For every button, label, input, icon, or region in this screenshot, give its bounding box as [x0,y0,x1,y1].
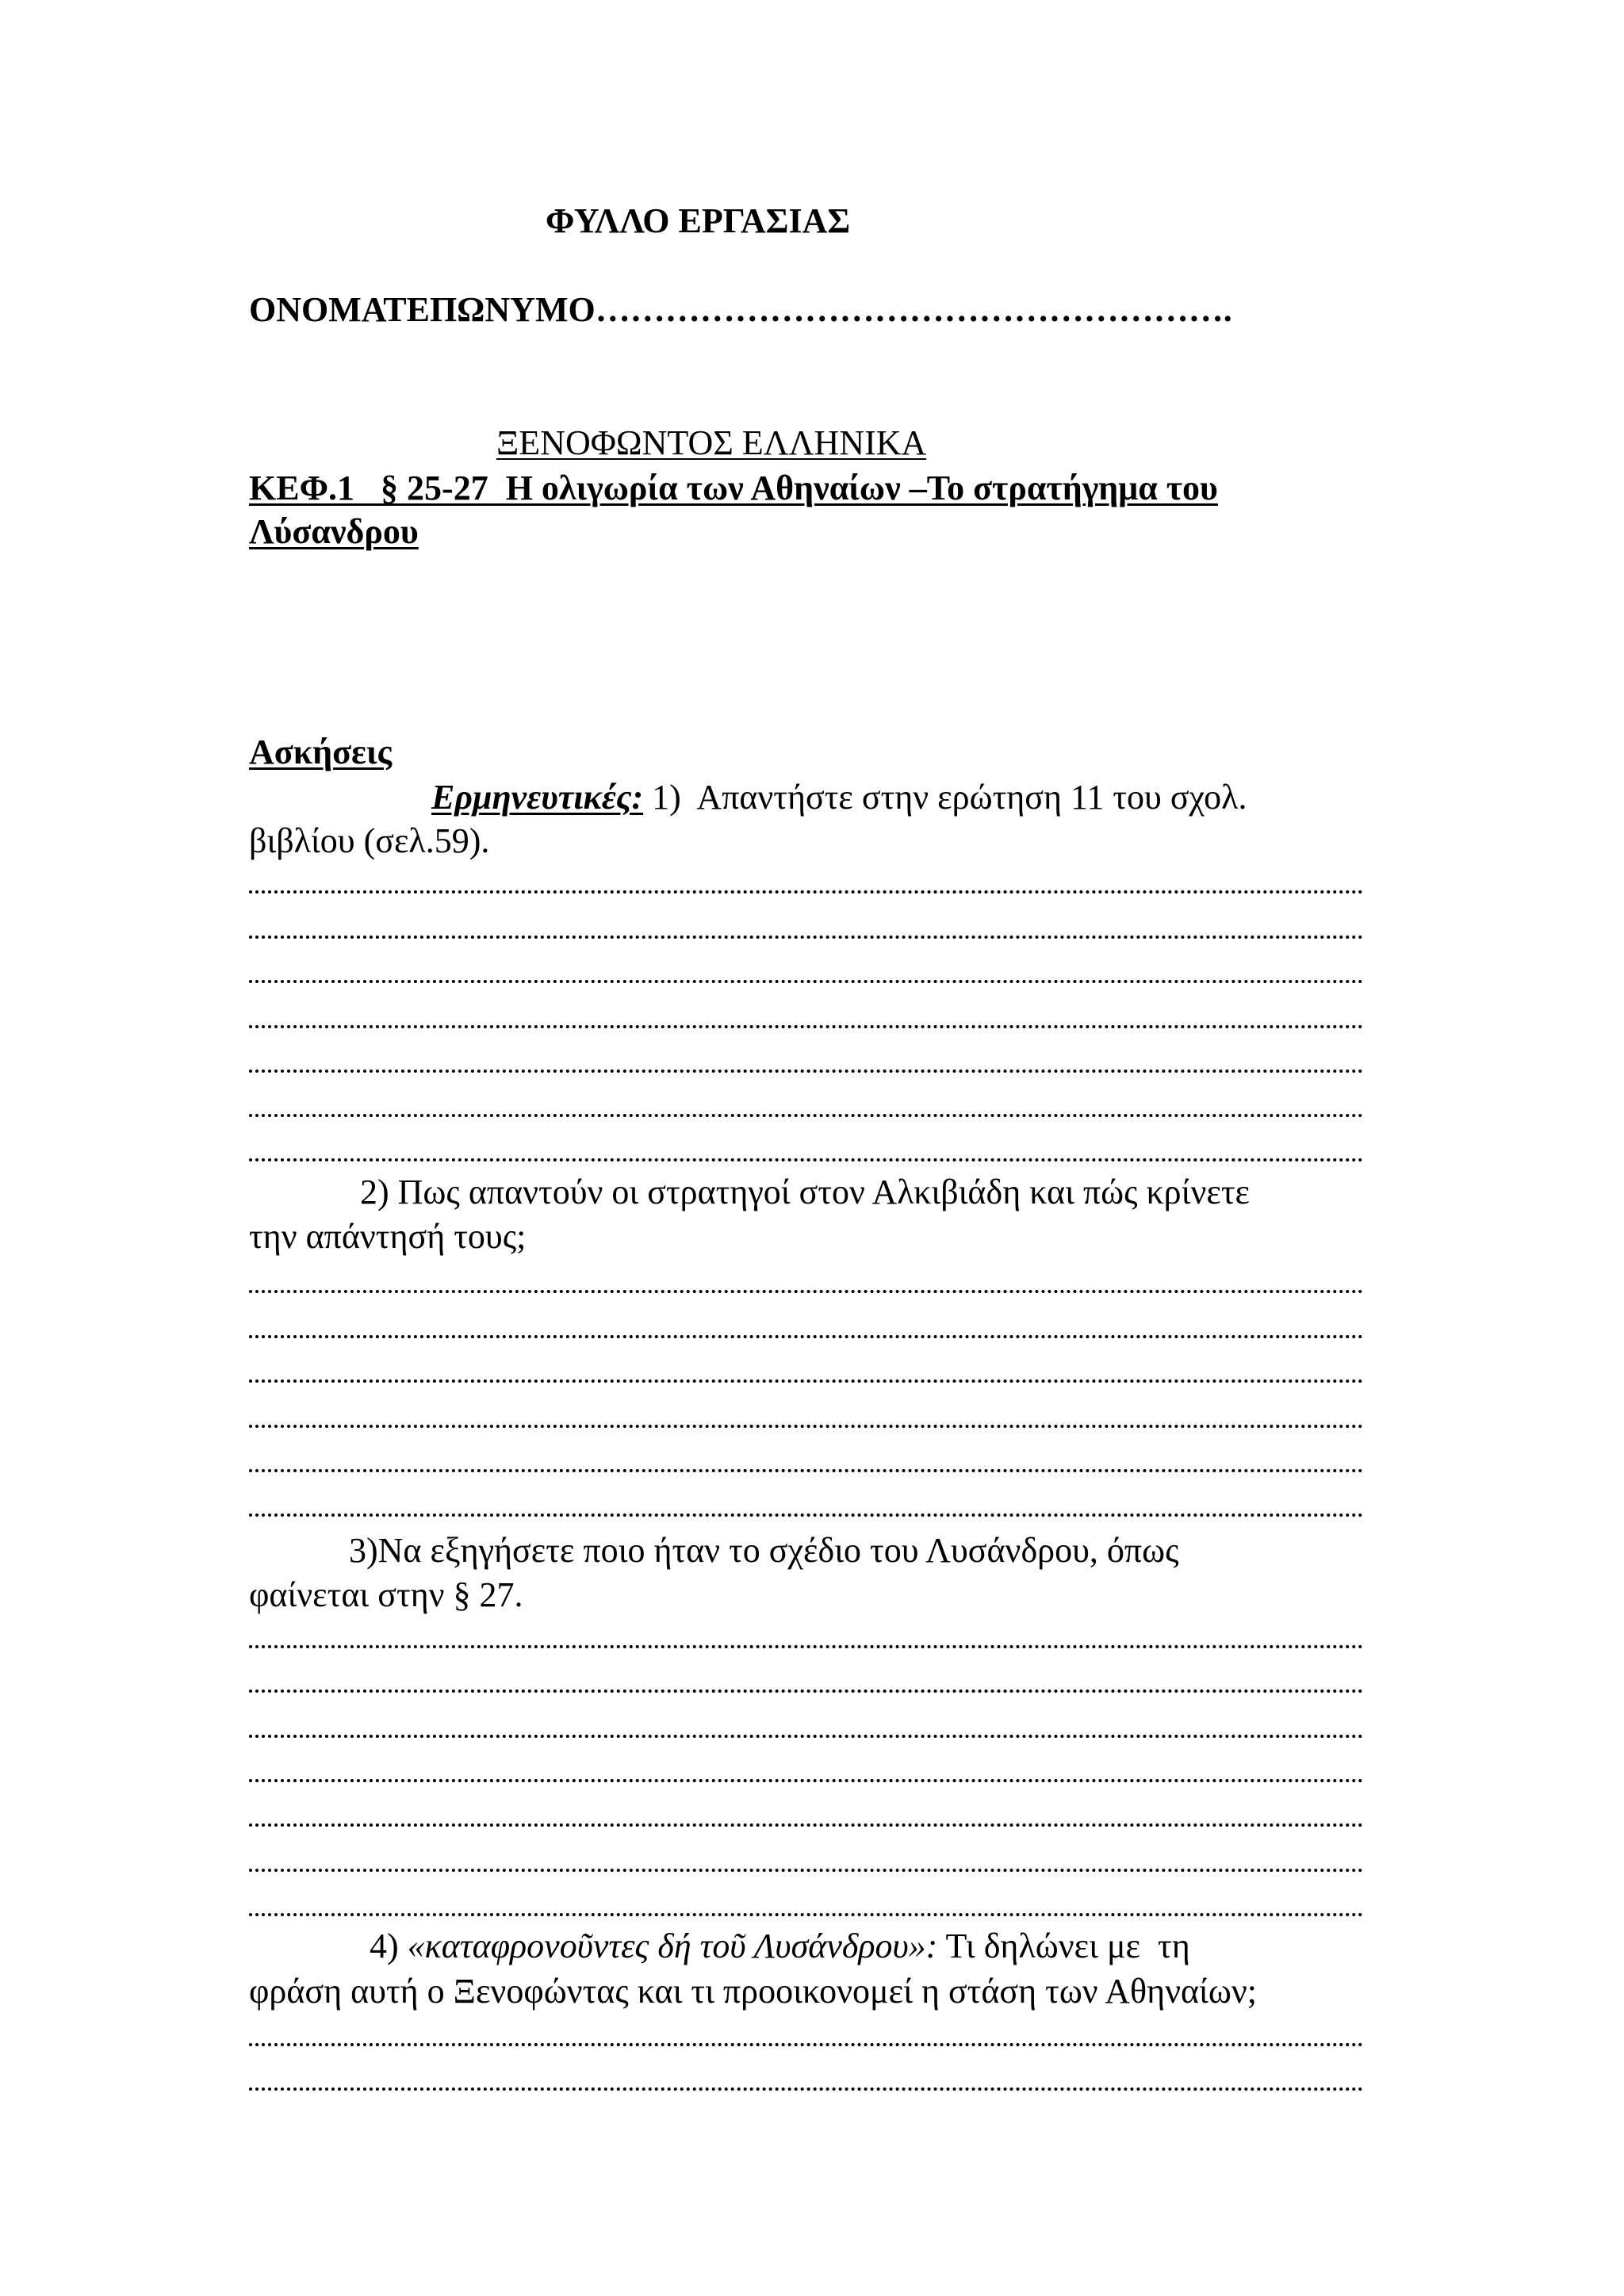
question-1-line2: βιβλίου (σελ.59). [249,821,490,860]
answer-line[interactable] [249,890,1363,897]
answer-line[interactable] [249,1513,1363,1520]
exercises-heading: Ασκήσεις [249,733,393,771]
question-1-text: 1) Απαντήστε στην ερώτηση 11 του σχολ. [643,778,1247,817]
question-3-line1: 3)Να εξηγήσετε ποιο ήταν το σχέδιο του Λυσάνδρου, όπως [349,1531,1179,1570]
answer-line[interactable] [249,1025,1363,1031]
question-4-quote: «καταφρονοῦντες δή τοῦ Λυσάνδρου»: [407,1927,938,1965]
answer-line[interactable] [249,1735,1363,1741]
answer-line[interactable] [249,2087,1363,2094]
answer-line[interactable] [249,1425,1363,1431]
answer-line[interactable] [249,1469,1363,1475]
answer-line[interactable] [249,980,1363,986]
work-title: ΞΕΝΟΦΩΝΤΟΣ ΕΛΛΗΝΙΚΑ [496,423,927,462]
question-1-line1 [431,777,1247,818]
chapter-heading-line2: Λύσανδρου [249,512,419,551]
question-2-line1: 2) Πως απαντούν οι στρατηγοί στον Αλκιβιάδη και πώς κρίνετε [360,1173,1250,1211]
answer-line[interactable] [249,1645,1363,1651]
answer-line[interactable] [249,1290,1363,1296]
answer-line[interactable] [249,1869,1363,1875]
name-fill-field[interactable]: ………………………………………………. [595,290,1232,329]
answer-line[interactable] [249,1070,1363,1076]
answer-line[interactable] [249,1779,1363,1785]
answer-line[interactable] [249,936,1363,942]
answer-line[interactable] [249,1158,1363,1165]
answer-line[interactable] [249,1335,1363,1341]
answer-line[interactable] [249,1913,1363,1919]
question-4-number: 4) [370,1927,408,1965]
answer-line[interactable] [249,1689,1363,1696]
answer-line[interactable] [249,1380,1363,1386]
question-2-line2: την απάντησή τους; [249,1217,527,1256]
answer-line[interactable] [249,2043,1363,2049]
answer-line[interactable] [249,1114,1363,1120]
name-line [249,289,1232,331]
question-4-text: Τι δηλώνει με τη [937,1927,1190,1965]
name-label: ΟΝΟΜΑΤΕΠΩΝΥΜΟ [249,290,596,329]
question-4-line2: φράση αυτή ο Ξενοφώντας και τι προοικονομεί η στάση των Αθηναίων; [249,1972,1257,2011]
worksheet-title: ΦΥΛΛΟ ΕΡΓΑΣΙΑΣ [546,201,851,240]
question-3-line2: φαίνεται στην § 27. [249,1575,523,1614]
question-4-line1 [370,1926,1190,1967]
answer-line[interactable] [249,1823,1363,1830]
exercise-type-label: Ερμηνευτικές: [431,778,644,817]
chapter-heading-line1: ΚΕΦ.1 § 25-27 Η ολιγωρία των Αθηναίων –Το στρατήγημα του [249,469,1218,507]
